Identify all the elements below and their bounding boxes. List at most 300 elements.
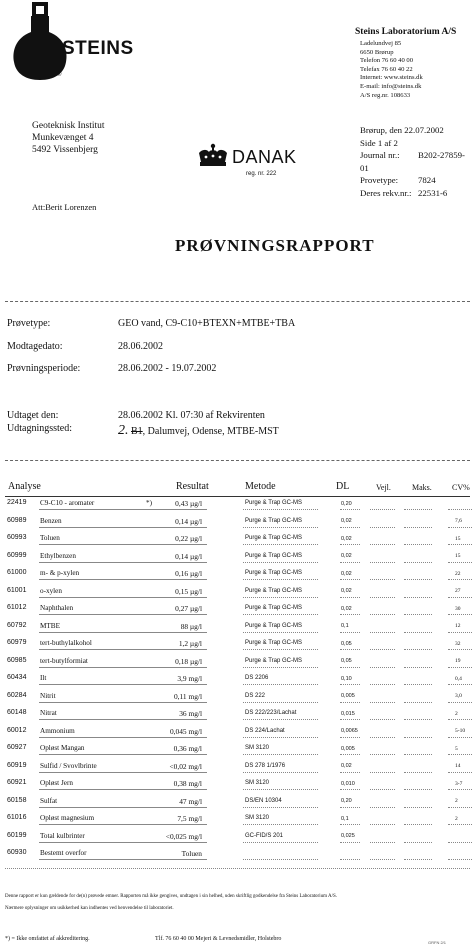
row-rule — [448, 737, 472, 738]
row-rule — [39, 579, 207, 580]
analysis-name: C9-C10 - aromater — [40, 499, 95, 507]
analysis-id: 60927 — [7, 744, 27, 751]
row-rule — [340, 562, 360, 563]
lab-name: Steins Laboratorium A/S — [355, 27, 457, 37]
lab-address-line: Ladelundvej 85 — [360, 40, 402, 47]
row-rule — [243, 754, 318, 755]
row-rule — [340, 527, 360, 528]
row-rule — [404, 807, 432, 808]
analysis-id: 60792 — [7, 621, 27, 629]
row-rule — [448, 509, 472, 510]
row-rule — [404, 562, 432, 563]
analysis-result: 1,2 µg/l — [178, 639, 202, 648]
table-row — [0, 604, 473, 615]
detection-limit: 0,1 — [341, 623, 349, 629]
row-rule — [370, 702, 395, 703]
analysis-name: Naphthalen — [40, 604, 74, 612]
row-rule — [340, 509, 360, 510]
detection-limit: 0,005 — [341, 745, 355, 752]
analysis-name: Opløst Jern — [40, 779, 73, 787]
analysis-name: Nitrat — [40, 709, 57, 717]
crown-icon — [196, 143, 230, 169]
row-rule — [243, 562, 318, 563]
analysis-method: Purge & Trap GC-MS — [245, 535, 303, 541]
row-rule — [404, 702, 432, 703]
row-rule — [340, 649, 360, 650]
detection-limit: 0,02 — [341, 535, 352, 542]
cv-percent: 15 — [455, 535, 461, 542]
table-row — [0, 744, 473, 755]
analysis-method: Purge & Trap GC-MS — [245, 517, 303, 524]
lab-phone: Telefon 76 60 40 00 — [360, 57, 414, 65]
row-rule — [340, 632, 360, 633]
row-rule — [370, 579, 395, 580]
cv-percent: 30 — [455, 605, 461, 612]
row-rule — [404, 842, 432, 843]
analysis-result: 88 µg/l — [180, 621, 202, 631]
row-rule — [340, 842, 360, 843]
analysis-result: 0,16 µg/l — [175, 569, 202, 578]
footer-uncertainty-note: Nærmere oplysninger om usikkerhed kan indhentes ved henvendelse til laboratoriet. — [5, 906, 174, 911]
analysis-name: Opløst Mangan — [40, 744, 85, 752]
row-rule — [39, 702, 207, 703]
analysis-result: 0,15 µg/l — [175, 586, 202, 596]
row-rule — [404, 719, 432, 720]
page-indicator: Side 1 af 2 — [360, 137, 398, 148]
row-rule — [448, 667, 472, 668]
row-rule — [243, 527, 318, 528]
analysis-name: Ethylbenzen — [40, 551, 76, 560]
analysis-result: Toluen — [181, 849, 202, 858]
row-rule — [448, 579, 472, 580]
table-row — [0, 779, 473, 790]
cv-percent: 7,6 — [455, 518, 462, 524]
row-rule — [243, 614, 318, 615]
analysis-name: o-xylen — [40, 586, 62, 595]
analysis-method: DS/EN 10304 — [245, 797, 282, 804]
detection-limit: 0,02 — [341, 553, 352, 559]
analysis-result: 0,22 µg/l — [175, 534, 202, 543]
analysis-id: 22419 — [7, 499, 27, 506]
struck-text: B1 — [131, 426, 143, 437]
analysis-name: Nitrit — [40, 691, 56, 700]
analysis-id: 60979 — [7, 639, 27, 646]
table-row — [0, 587, 473, 598]
analysis-result: 47 mg/l — [179, 796, 202, 806]
row-rule — [370, 509, 395, 510]
row-rule — [448, 842, 472, 843]
requisition-number: Deres rekv.nr.: 22531-6 — [360, 187, 448, 198]
analysis-method: Purge & Trap GC-MS — [245, 657, 303, 664]
row-rule — [448, 702, 472, 703]
table-row — [0, 762, 473, 773]
analysis-name: Bestemt overfor — [40, 849, 87, 857]
footer-form-code: GRFN 2/1 — [428, 940, 447, 945]
row-rule — [39, 772, 207, 773]
recipient-line: 5492 Vissenbjerg — [32, 145, 98, 155]
analysis-id: 60993 — [7, 534, 27, 541]
analysis-id: 61000 — [7, 569, 27, 576]
detection-limit: 0,015 — [341, 710, 355, 717]
results-table-header — [0, 481, 473, 497]
row-rule — [243, 632, 318, 633]
report-title: PRØVNINGSRAPPORT — [175, 236, 375, 255]
row-rule — [340, 824, 360, 825]
row-rule — [370, 649, 395, 650]
table-row — [0, 552, 473, 563]
analysis-id: 60148 — [7, 709, 27, 716]
detection-limit: 0,010 — [341, 780, 355, 787]
row-rule — [370, 597, 395, 598]
row-rule — [39, 842, 207, 843]
row-rule — [370, 842, 395, 843]
analysis-name: Sulfat — [40, 796, 58, 805]
footer-accreditation-note: *) = Ikke omfattet af akkreditering. — [5, 936, 90, 942]
accreditation-marker: *) — [146, 499, 152, 507]
row-rule — [39, 667, 207, 668]
row-rule — [243, 842, 318, 843]
row-rule — [340, 667, 360, 668]
logo-registered-mark: ® — [57, 72, 62, 78]
footer-disclaimer: Denne rapport er kun gældende for de(n) prøvede emner. Rapporten må ikke gengives, undtagen i sin helhed, uden skriftlig godkendelse fra Steins Laboratorium A/S. — [5, 894, 337, 899]
header-rule — [5, 496, 470, 497]
analysis-method: Purge & Trap GC-MS — [245, 605, 303, 611]
cv-percent: 12 — [455, 623, 461, 629]
row-rule — [370, 754, 395, 755]
analysis-method: Purge & Trap GC-MS — [245, 640, 303, 646]
row-rule — [448, 632, 472, 633]
row-rule — [340, 544, 360, 545]
row-rule — [340, 859, 360, 860]
col-cv: CV% — [452, 483, 470, 492]
analysis-method: DS 224/Lachat — [245, 727, 285, 734]
analysis-id: 60985 — [7, 656, 27, 664]
table-row — [0, 499, 473, 510]
row-rule — [370, 859, 395, 860]
row-rule — [404, 824, 432, 825]
analysis-method: SM 3120 — [245, 745, 270, 751]
table-row — [0, 639, 473, 650]
detection-limit: 0,20 — [341, 500, 352, 507]
row-rule — [243, 649, 318, 650]
analysis-result: 0,27 µg/l — [175, 604, 202, 613]
cv-percent: 19 — [455, 658, 461, 664]
table-row — [0, 849, 473, 860]
report-meta — [360, 124, 473, 199]
row-rule — [243, 807, 318, 808]
steins-flask-logo-icon — [10, 2, 70, 80]
analysis-result: 3,9 mg/l — [177, 674, 202, 683]
analysis-result: <0,025 mg/l — [165, 831, 202, 841]
detection-limit: 0,025 — [341, 833, 355, 839]
detection-limit: 0,02 — [341, 570, 352, 577]
row-rule — [370, 527, 395, 528]
analysis-name: Benzen — [40, 516, 62, 525]
table-row — [0, 832, 473, 843]
row-rule — [340, 789, 360, 790]
row-rule — [370, 772, 395, 773]
analysis-id: 60434 — [7, 674, 27, 681]
row-rule — [448, 824, 472, 825]
col-maks: Maks. — [412, 483, 432, 492]
row-rule — [370, 562, 395, 563]
row-rule — [448, 684, 472, 685]
cv-percent: 5 — [455, 745, 458, 752]
row-rule — [370, 684, 395, 685]
detection-limit: 0,005 — [341, 693, 355, 699]
analysis-method: DS 278 1/1976 — [245, 762, 286, 769]
cv-percent: 27 — [455, 588, 461, 594]
row-rule — [243, 509, 318, 510]
lab-fax: Telefax 76 60 40 22 — [360, 65, 413, 73]
row-rule — [243, 684, 318, 685]
row-rule — [404, 737, 432, 738]
row-rule — [39, 614, 207, 615]
col-analyse: Analyse — [8, 481, 41, 492]
analysis-name: m- & p-xylen — [40, 569, 80, 577]
analysis-method: Purge & Trap GC-MS — [245, 587, 303, 594]
detection-limit: 0,05 — [341, 640, 352, 647]
row-rule — [404, 754, 432, 755]
row-rule — [243, 579, 318, 580]
table-row — [0, 692, 473, 703]
row-rule — [39, 719, 207, 720]
analysis-id: 60199 — [7, 831, 27, 839]
analysis-result: 7,5 mg/l — [177, 814, 202, 823]
analysis-method: DS 2206 — [245, 675, 269, 681]
row-rule — [404, 614, 432, 615]
row-rule — [448, 772, 472, 773]
detection-limit: 0,0065 — [341, 728, 358, 734]
detection-limit: 0,02 — [341, 588, 352, 594]
row-rule — [243, 702, 318, 703]
row-rule — [404, 789, 432, 790]
detection-limit: 0,20 — [341, 798, 352, 804]
row-rule — [243, 667, 318, 668]
row-rule — [243, 824, 318, 825]
danak-registration: reg. nr. 222 — [246, 171, 277, 177]
analysis-result: 36 mg/l — [179, 709, 202, 718]
analysis-result: 0,38 mg/l — [173, 779, 202, 788]
row-rule — [340, 579, 360, 580]
lab-address-block — [360, 40, 423, 100]
analysis-name: Toluen — [40, 534, 60, 542]
row-rule — [39, 684, 207, 685]
row-rule — [243, 597, 318, 598]
analysis-name: Ammonium — [40, 726, 75, 735]
analysis-method: DS 222 — [245, 692, 266, 699]
detection-limit: 0,10 — [341, 675, 352, 682]
analysis-name: tert-butylformiat — [40, 656, 88, 665]
row-rule — [243, 772, 318, 773]
analysis-id: 61016 — [7, 814, 27, 821]
lab-website: Internet: www.steins.dk — [360, 74, 423, 82]
table-row — [0, 534, 473, 545]
analysis-id: 60284 — [7, 691, 27, 699]
row-rule — [370, 667, 395, 668]
col-result: Resultat — [176, 481, 209, 492]
analysis-result: 0,11 mg/l — [173, 691, 202, 701]
recipient-address — [32, 120, 105, 156]
row-rule — [370, 544, 395, 545]
lab-registration: A/S reg.nr. 108633 — [360, 91, 411, 99]
analysis-result: 0,045 mg/l — [169, 726, 202, 736]
row-rule — [39, 562, 207, 563]
row-rule — [404, 667, 432, 668]
row-rule — [340, 754, 360, 755]
row-rule — [370, 789, 395, 790]
row-rule — [243, 737, 318, 738]
col-vejl: Vejl. — [376, 483, 391, 492]
row-rule — [448, 562, 472, 563]
col-dl: DL — [336, 481, 350, 492]
row-rule — [448, 527, 472, 528]
analysis-id: 60158 — [7, 796, 27, 804]
lab-address-line: 6650 Brørup — [360, 48, 394, 56]
table-row — [0, 657, 473, 668]
row-rule — [404, 544, 432, 545]
row-rule — [39, 824, 207, 825]
row-rule — [39, 807, 207, 808]
danak-wordmark: DANAK — [232, 147, 297, 167]
analysis-result: 0,18 µg/l — [175, 656, 202, 666]
row-rule — [340, 684, 360, 685]
row-rule — [370, 737, 395, 738]
row-rule — [39, 754, 207, 755]
recipient-line: Geoteknisk Institut — [32, 121, 105, 131]
row-rule — [39, 789, 207, 790]
recipient-line: Munkevænget 4 — [32, 133, 94, 143]
analysis-id: 60921 — [7, 779, 27, 786]
table-row — [0, 814, 473, 825]
row-rule — [448, 754, 472, 755]
journal-number: Journal nr.: B202-27859-01 — [360, 150, 465, 173]
row-rule — [39, 737, 207, 738]
row-rule — [243, 859, 318, 860]
analysis-result: 0,14 µg/l — [175, 516, 202, 526]
cv-percent: 22 — [455, 570, 461, 577]
col-method: Metode — [245, 481, 276, 492]
row-rule — [448, 719, 472, 720]
table-row — [0, 569, 473, 580]
row-rule — [448, 614, 472, 615]
row-rule — [448, 649, 472, 650]
detection-limit: 0,02 — [341, 605, 352, 612]
analysis-id: 60989 — [7, 516, 27, 524]
table-end-rule — [5, 868, 470, 869]
analysis-name: Total kulbrinter — [40, 831, 85, 840]
sample-type-number: Provetype: 7824 — [360, 175, 436, 185]
row-rule — [39, 509, 207, 510]
analysis-name: Ilt — [40, 674, 47, 682]
row-rule — [448, 544, 472, 545]
row-rule — [340, 737, 360, 738]
analysis-method: Purge & Trap GC-MS — [245, 500, 303, 506]
attention-line: Att:Berit Lorenzen — [32, 202, 97, 212]
cv-percent: 2 — [455, 710, 458, 717]
cv-percent: 14 — [455, 763, 461, 769]
cv-percent: 2 — [455, 815, 458, 822]
table-row — [0, 709, 473, 720]
row-rule — [39, 527, 207, 528]
lab-email: E-mail: info@steins.dk — [360, 82, 422, 90]
analysis-result: <0,02 mg/l — [169, 761, 202, 771]
analysis-id: 61012 — [7, 604, 27, 611]
analysis-id: 60999 — [7, 551, 27, 559]
detection-limit: 0,02 — [341, 763, 352, 769]
detection-limit: 0,02 — [341, 518, 352, 524]
row-rule — [39, 649, 207, 650]
table-row — [0, 797, 473, 808]
analysis-result: 0,14 µg/l — [175, 551, 202, 561]
table-row — [0, 727, 473, 738]
row-rule — [39, 632, 207, 633]
row-rule — [340, 614, 360, 615]
row-rule — [39, 859, 207, 860]
row-rule — [340, 772, 360, 773]
analysis-method: DS 222/223/Lachat — [245, 710, 297, 716]
analysis-name: Opløst magnesium — [40, 814, 95, 822]
cv-percent: 0,4 — [455, 675, 462, 682]
table-row — [0, 517, 473, 528]
row-rule — [340, 702, 360, 703]
row-rule — [370, 614, 395, 615]
detection-limit: 0,05 — [341, 658, 352, 664]
analysis-name: Sulfid / Svovlbrinte — [40, 761, 97, 770]
analysis-id: 60919 — [7, 761, 27, 769]
row-rule — [404, 597, 432, 598]
analysis-result: 0,36 mg/l — [173, 744, 202, 753]
table-row — [0, 674, 473, 685]
row-rule — [243, 544, 318, 545]
row-rule — [404, 772, 432, 773]
row-rule — [448, 789, 472, 790]
row-rule — [340, 719, 360, 720]
row-rule — [404, 509, 432, 510]
analysis-id: 60930 — [7, 849, 27, 856]
handwritten-prefix: 2. — [118, 423, 129, 438]
cv-percent: 3-7 — [455, 780, 463, 787]
analysis-method: Purge & Trap GC-MS — [245, 570, 303, 576]
cv-percent: 5-10 — [455, 728, 466, 734]
analysis-method: SM 3120 — [245, 815, 270, 821]
report-date: Brørup, den 22.07.2002 — [360, 125, 444, 135]
row-rule — [370, 719, 395, 720]
row-rule — [448, 597, 472, 598]
row-rule — [370, 824, 395, 825]
row-rule — [243, 789, 318, 790]
analysis-name: tert-buthylalkohol — [40, 639, 92, 647]
analysis-method: GC-FID/S 201 — [245, 832, 284, 839]
cv-percent: 15 — [455, 553, 461, 559]
row-rule — [404, 527, 432, 528]
divider — [5, 301, 470, 302]
cv-percent: 2 — [455, 798, 458, 804]
row-rule — [340, 807, 360, 808]
row-rule — [448, 807, 472, 808]
logo-wordmark: STEINS — [62, 38, 134, 59]
footer-contact: Tlf. 76 60 40 00 Mejeri & Levnedsmidler, Holstebro — [155, 936, 282, 942]
analysis-name: MTBE — [40, 621, 60, 630]
row-rule — [448, 859, 472, 860]
analysis-method: SM 3120 — [245, 780, 270, 786]
row-rule — [39, 544, 207, 545]
row-rule — [39, 597, 207, 598]
row-rule — [243, 719, 318, 720]
row-rule — [404, 859, 432, 860]
detection-limit: 0,1 — [341, 815, 349, 822]
cv-percent: 32 — [455, 640, 461, 647]
